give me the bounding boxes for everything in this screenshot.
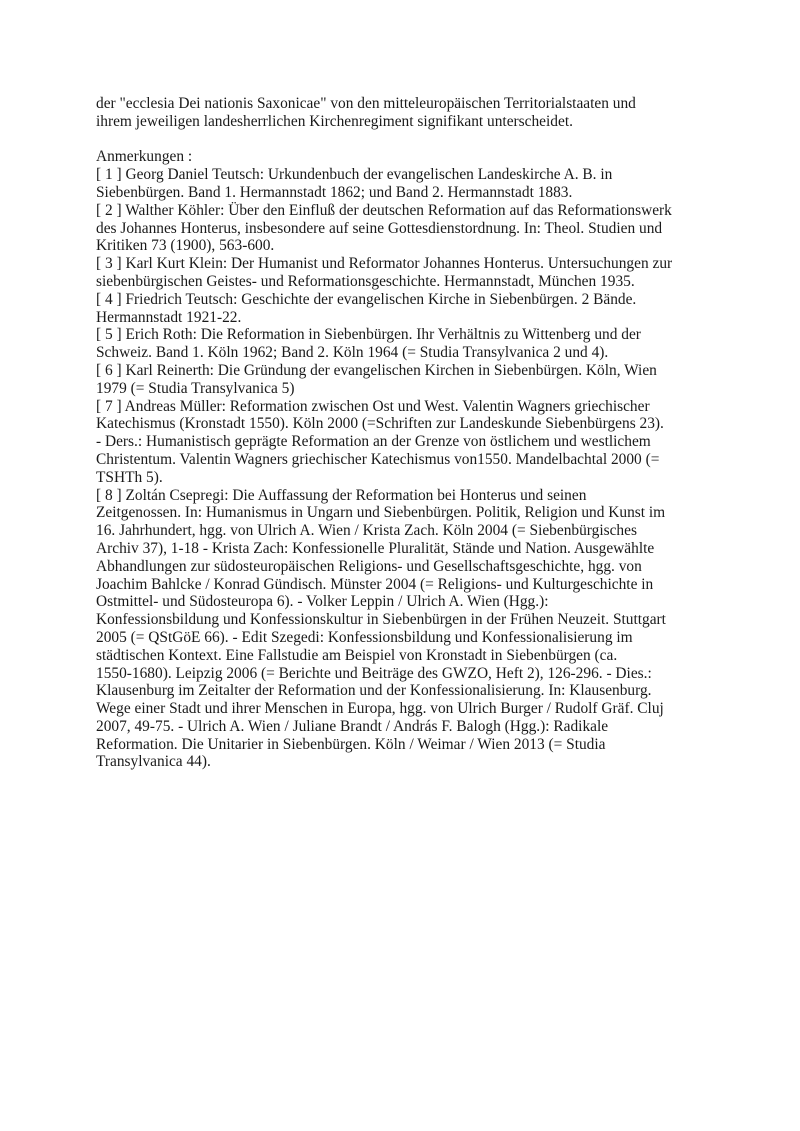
note-line: Archiv 37), 1-18 - Krista Zach: Konfessionelle Pluralität, Stände und Nation. Ausgewählte [96,539,655,557]
note-line: 2007, 49-75. - Ulrich A. Wien / Juliane Brandt / András F. Balogh (Hgg.): Radikale [96,717,609,735]
note-line: Reformation. Die Unitarier in Siebenbürgen. Köln / Weimar / Wien 2013 (= Studia [96,735,606,753]
note-line: 1550-1680). Leipzig 2006 (= Berichte und Beiträge des GWZO, Heft 2), 126-296. - Dies.: [96,664,652,682]
note-line: [ 1 ] Georg Daniel Teutsch: Urkundenbuch der evangelischen Landeskirche A. B. in [96,166,613,184]
notes-list [96,166,716,771]
note-line: - Ders.: Humanistisch geprägte Reformation an der Grenze von östlichem und westlichem [96,433,651,451]
note-line: des Johannes Honterus, insbesondere auf seine Gottesdienstordnung. In: Theol. Studien und [96,219,663,237]
note-line: Ostmittel- und Südosteuropa 6). - Volker Leppin / Ulrich A. Wien (Hgg.): [96,593,549,611]
note-line: Hermannstadt 1921-22. [96,308,242,326]
note-line: Christentum. Valentin Wagners griechischer Katechismus von1550. Mandelbachtal 2000 (= [96,450,660,468]
text-line: der "ecclesia Dei nationis Saxonicae" von den mitteleuropäischen Territorialstaaten und [96,95,636,112]
note-line: [ 7 ] Andreas Müller: Reformation zwischen Ost und West. Valentin Wagners griechischer [96,397,650,415]
note-line: [ 3 ] Karl Kurt Klein: Der Humanist und Reformator Johannes Honterus. Untersuchungen zur [96,255,673,273]
note-line: [ 8 ] Zoltán Csepregi: Die Auffassung der Reformation bei Honterus und seinen [96,486,587,504]
note-line: [ 2 ] Walther Köhler: Über den Einfluß der deutschen Reformation auf das Reformationswerk [96,201,672,219]
note-line: [ 6 ] Karl Reinerth: Die Gründung der evangelischen Kirchen in Siebenbürgen. Köln, Wien [96,361,657,379]
note-line: 1979 (= Studia Transylvanica 5) [96,379,295,397]
note-line: städtischen Kontext. Eine Fallstudie am Beispiel von Kronstadt in Siebenbürgen (ca. [96,646,618,664]
note-line: siebenbürgischen Geistes- und Reformationsgeschichte. Hermannstadt, München 1935. [96,272,635,290]
notes-heading: Anmerkungen : [96,148,193,166]
intro-paragraph [96,95,716,131]
note-line: Schweiz. Band 1. Köln 1962; Band 2. Köln 1964 (= Studia Transylvanica 2 und 4). [96,344,609,362]
note-line: Kritiken 73 (1900), 563-600. [96,237,275,255]
note-line: Joachim Bahlcke / Konrad Gündisch. Münster 2004 (= Religions- und Kulturgeschichte in [96,575,654,593]
note-line: Wege einer Stadt und ihrer Menschen in Europa, hgg. von Ulrich Burger / Rudolf Gräf. Cluj [96,700,664,718]
paragraph-gap [96,131,716,149]
note-line: Transylvanica 44). [96,753,211,771]
note-line: 16. Jahrhundert, hgg. von Ulrich A. Wien / Krista Zach. Köln 2004 (= Siebenbürgisches [96,522,637,540]
note-line: Katechismus (Kronstadt 1550). Köln 2000 (=Schriften zur Landeskunde Siebenbürgens 23). [96,415,664,433]
text-line: ihrem jeweiligen landesherrlichen Kirchenregiment signifikant unterscheidet. [96,112,573,130]
note-line: [ 4 ] Friedrich Teutsch: Geschichte der evangelischen Kirche in Siebenbürgen. 2 Bände. [96,290,637,308]
note-line: Zeitgenossen. In: Humanismus in Ungarn und Siebenbürgen. Politik, Religion und Kunst im [96,504,666,522]
note-line: Klausenburg im Zeitalter der Reformation und der Konfessionalisierung. In: Klausenburg. [96,682,652,700]
note-line: Siebenbürgen. Band 1. Hermannstadt 1862; und Band 2. Hermannstadt 1883. [96,183,573,201]
note-line: TSHTh 5). [96,468,163,486]
note-line: Konfessionsbildung und Konfessionskultur in Siebenbürgen in der Frühen Neuzeit. Stuttgart [96,611,666,629]
document-page [96,95,716,771]
note-line: Abhandlungen zur südosteuropäischen Religions- und Gesellschaftsgeschichte, hgg. von [96,557,642,575]
note-line: [ 5 ] Erich Roth: Die Reformation in Siebenbürgen. Ihr Verhältnis zu Wittenberg und der [96,326,641,344]
note-line: 2005 (= QStGöE 66). - Edit Szegedi: Konfessionsbildung und Konfessionalisierung im [96,628,633,646]
